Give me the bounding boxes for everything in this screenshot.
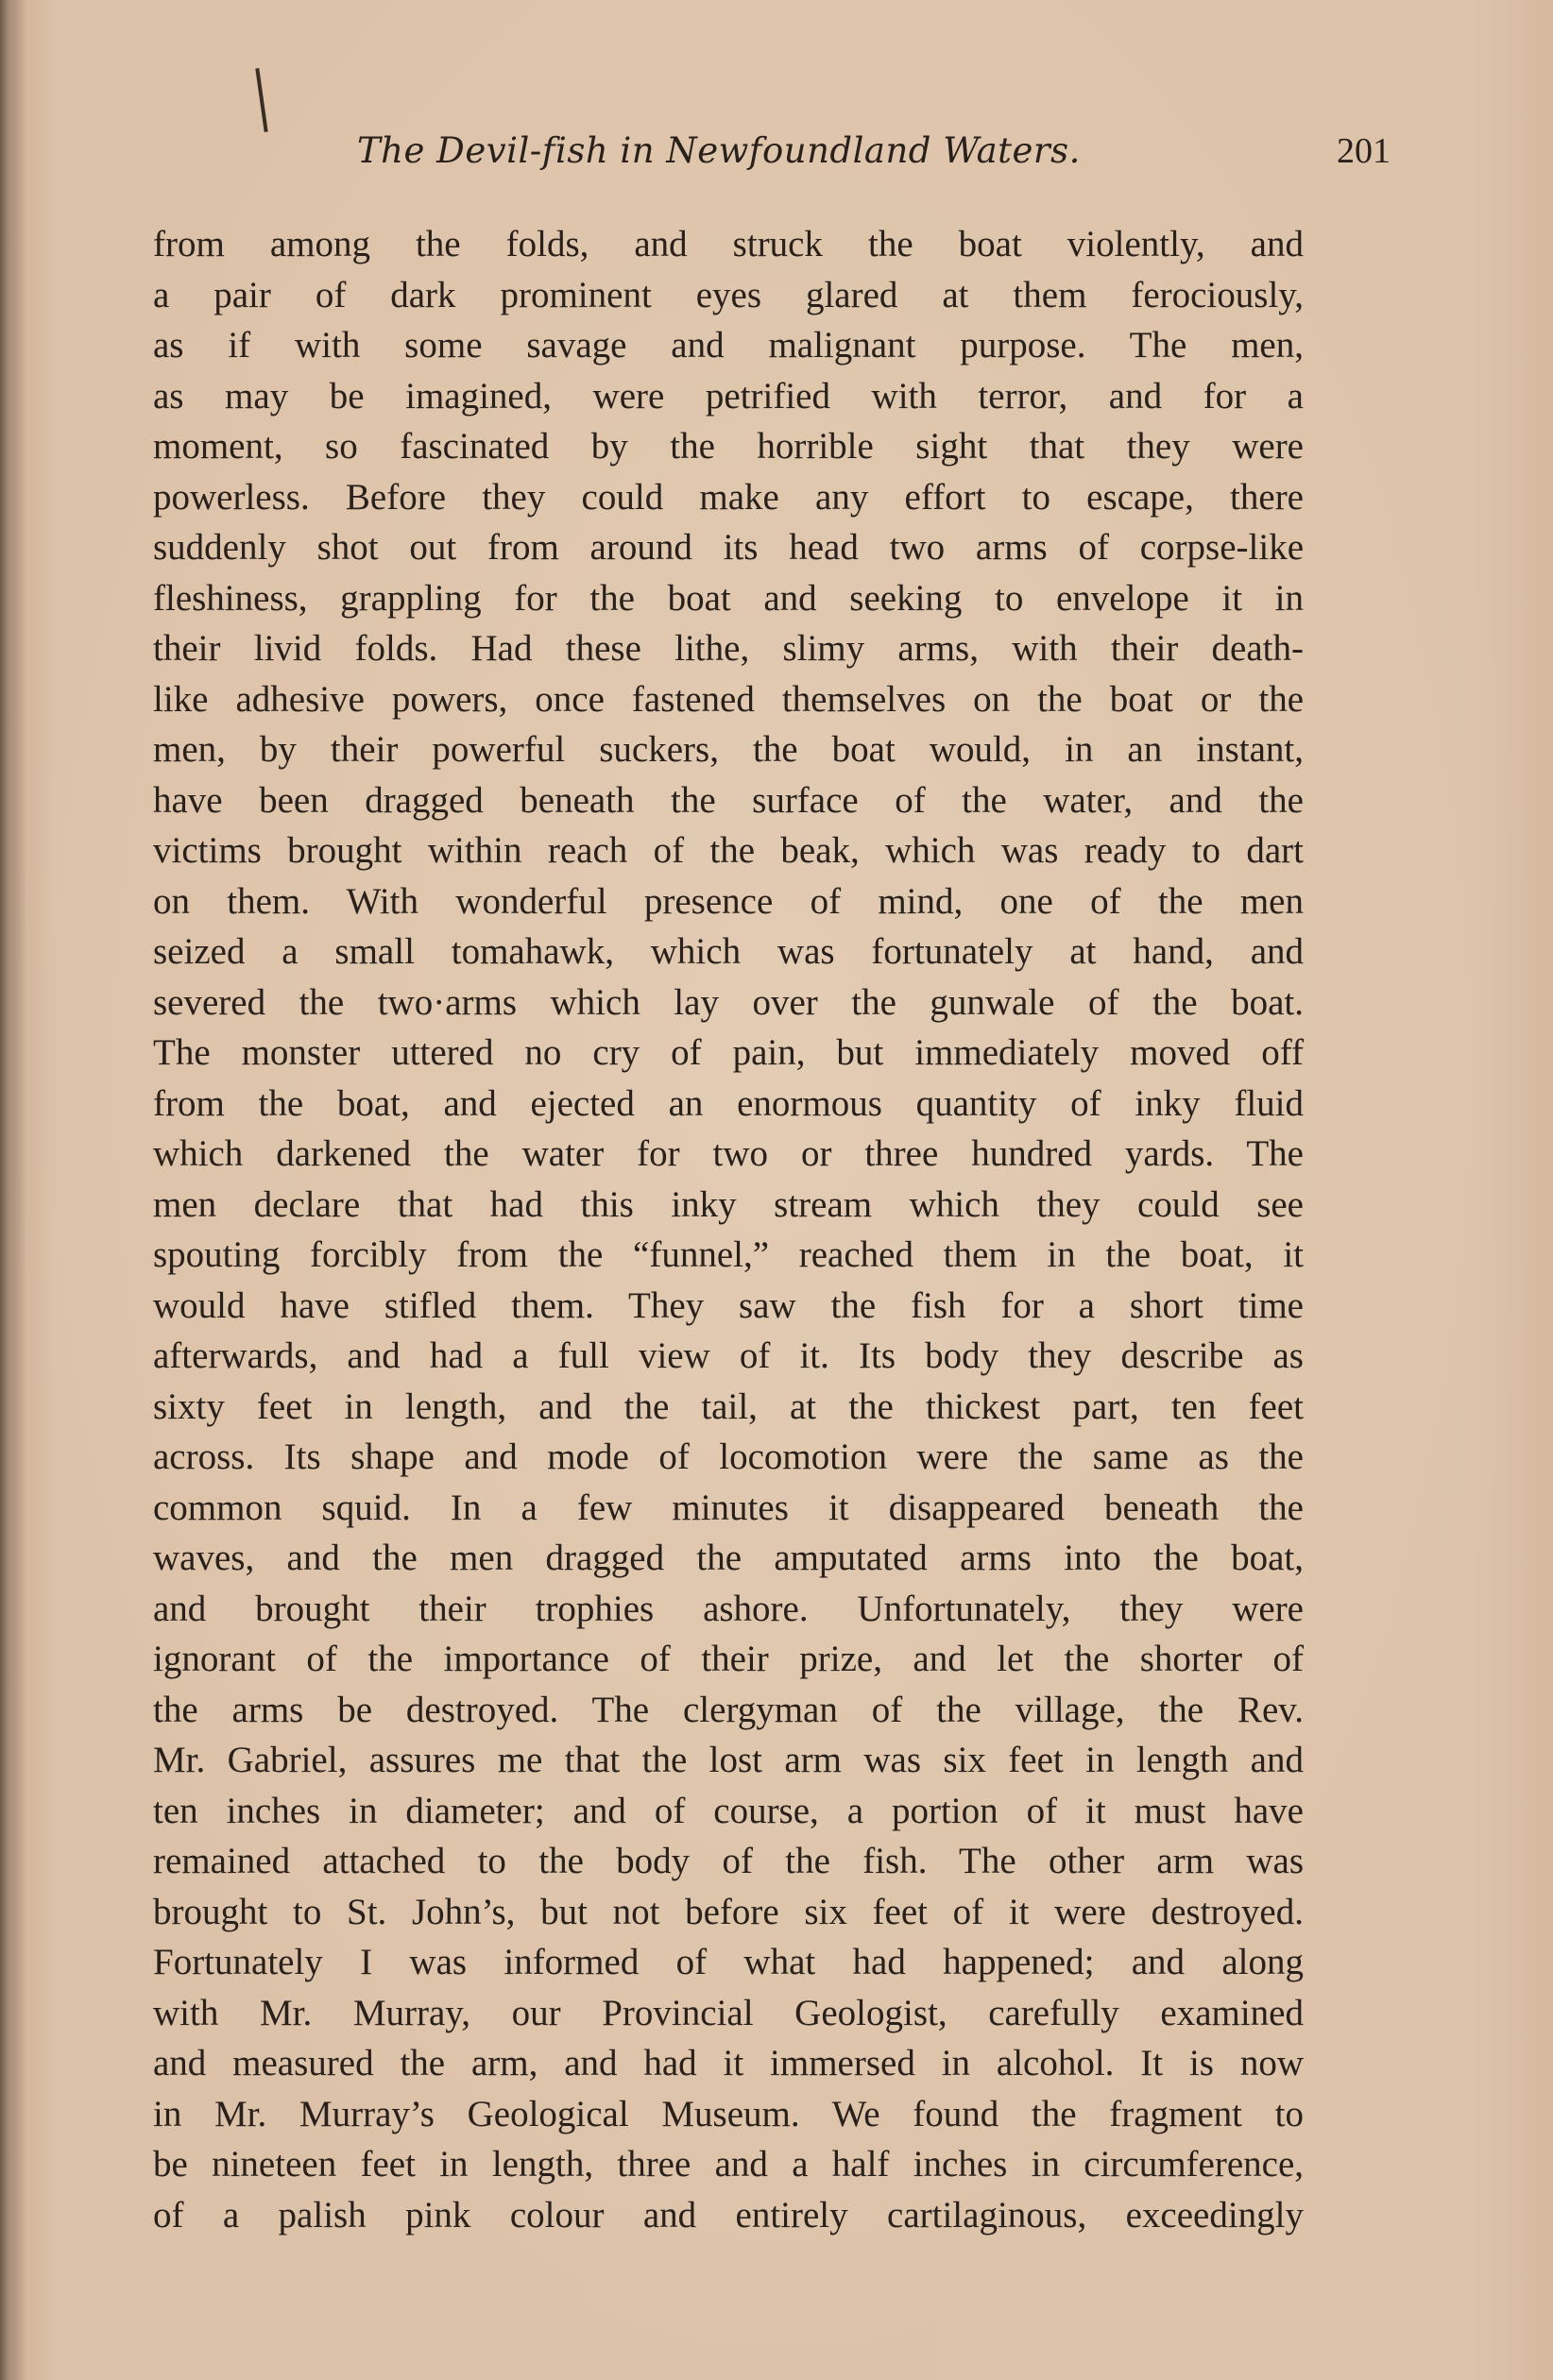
text-line: The monster uttered no cry of pain, but immediately moved off: [153, 1032, 1304, 1073]
text-line: victims brought within reach of the beak, which was ready to dart: [153, 830, 1304, 871]
text-line: remained attached to the body of the fish. The other arm was: [153, 1841, 1304, 1881]
text-line: from the boat, and ejected an enormous quantity of inky fluid: [153, 1082, 1304, 1124]
text-line: of a palish pink colour and entirely cartilaginous, exceedingly: [153, 2194, 1304, 2236]
text-line: waves, and the men dragged the amputated arms into the boat,: [153, 1538, 1304, 1578]
text-line: have been dragged beneath the surface of the water, and the: [153, 779, 1304, 821]
text-line: and brought their trophies ashore. Unfortunately, they were: [153, 1588, 1304, 1629]
spine-shadow: [0, 0, 26, 2380]
text-line: from among the folds, and struck the boat violently, and: [153, 224, 1304, 264]
text-line: men declare that had this inky stream which they could see: [153, 1183, 1304, 1225]
text-line: seized a small tomahawk, which was fortunately at hand, and: [153, 931, 1304, 972]
text-line: their livid folds. Had these lithe, slimy arms, with their death-: [153, 628, 1304, 669]
text-line: severed the two·arms which lay over the gunwale of the boat.: [153, 981, 1304, 1023]
text-line: ignorant of the importance of their prize, and let the shorter of: [153, 1639, 1304, 1679]
text-line: common squid. In a few minutes it disappeared beneath the: [153, 1487, 1304, 1528]
pencil-mark: [255, 68, 267, 132]
text-line: as if with some savage and malignant purpose. The men,: [153, 325, 1304, 366]
text-line: spouting forcibly from the “funnel,” reached them in the boat, it: [153, 1234, 1304, 1275]
text-line: suddenly shot out from around its head two arms of corpse-like: [153, 527, 1304, 568]
text-line: moment, so fascinated by the horrible sight that they were: [153, 426, 1304, 467]
text-line: powerless. Before they could make any effort to escape, there: [153, 476, 1304, 518]
text-line: in Mr. Murray’s Geological Museum. We found the fragment to: [153, 2093, 1304, 2134]
text-line: Fortunately I was informed of what had happened; and along: [153, 1942, 1304, 1982]
text-line: like adhesive powers, once fastened themselves on the boat or the: [153, 678, 1304, 720]
text-line: afterwards, and had a full view of it. Its body they describe as: [153, 1335, 1304, 1376]
text-line: men, by their powerful suckers, the boat would, in an instant,: [153, 729, 1304, 770]
body-text: [153, 219, 1304, 2240]
text-line: with Mr. Murray, our Provincial Geologist, carefully examined: [153, 1992, 1304, 2033]
running-title: The Devil-fish in Newfoundland Waters.: [357, 130, 1081, 171]
text-line: sixty feet in length, and the tail, at the thickest part, ten feet: [153, 1386, 1304, 1427]
text-line: on them. With wonderful presence of mind, one of the men: [153, 880, 1304, 922]
text-line: across. Its shape and mode of locomotion were the same as the: [153, 1436, 1304, 1477]
text-line: be nineteen feet in length, three and a half inches in circumference,: [153, 2144, 1304, 2184]
text-line: a pair of dark prominent eyes glared at them ferociously,: [153, 274, 1304, 315]
running-head: [151, 130, 1391, 183]
text-line: ten inches in diameter; and of course, a portion of it must have: [153, 1790, 1304, 1831]
text-line: and measured the arm, and had it immersed in alcohol. It is now: [153, 2043, 1304, 2083]
text-line: Mr. Gabriel, assures me that the lost arm was six feet in length and: [153, 1740, 1304, 1780]
text-line: would have stifled them. They saw the fish for a short time: [153, 1284, 1304, 1326]
text-line: fleshiness, grappling for the boat and seeking to envelope it in: [153, 577, 1304, 619]
text-line: brought to St. John’s, but not before six feet of it were destroyed.: [153, 1891, 1304, 1932]
text-line: which darkened the water for two or three hundred yards. The: [153, 1133, 1304, 1174]
text-line: as may be imagined, were petrified with terror, and for a: [153, 375, 1304, 416]
page-number: 201: [1337, 131, 1391, 171]
text-line: the arms be destroyed. The clergyman of the village, the Rev.: [153, 1689, 1304, 1730]
